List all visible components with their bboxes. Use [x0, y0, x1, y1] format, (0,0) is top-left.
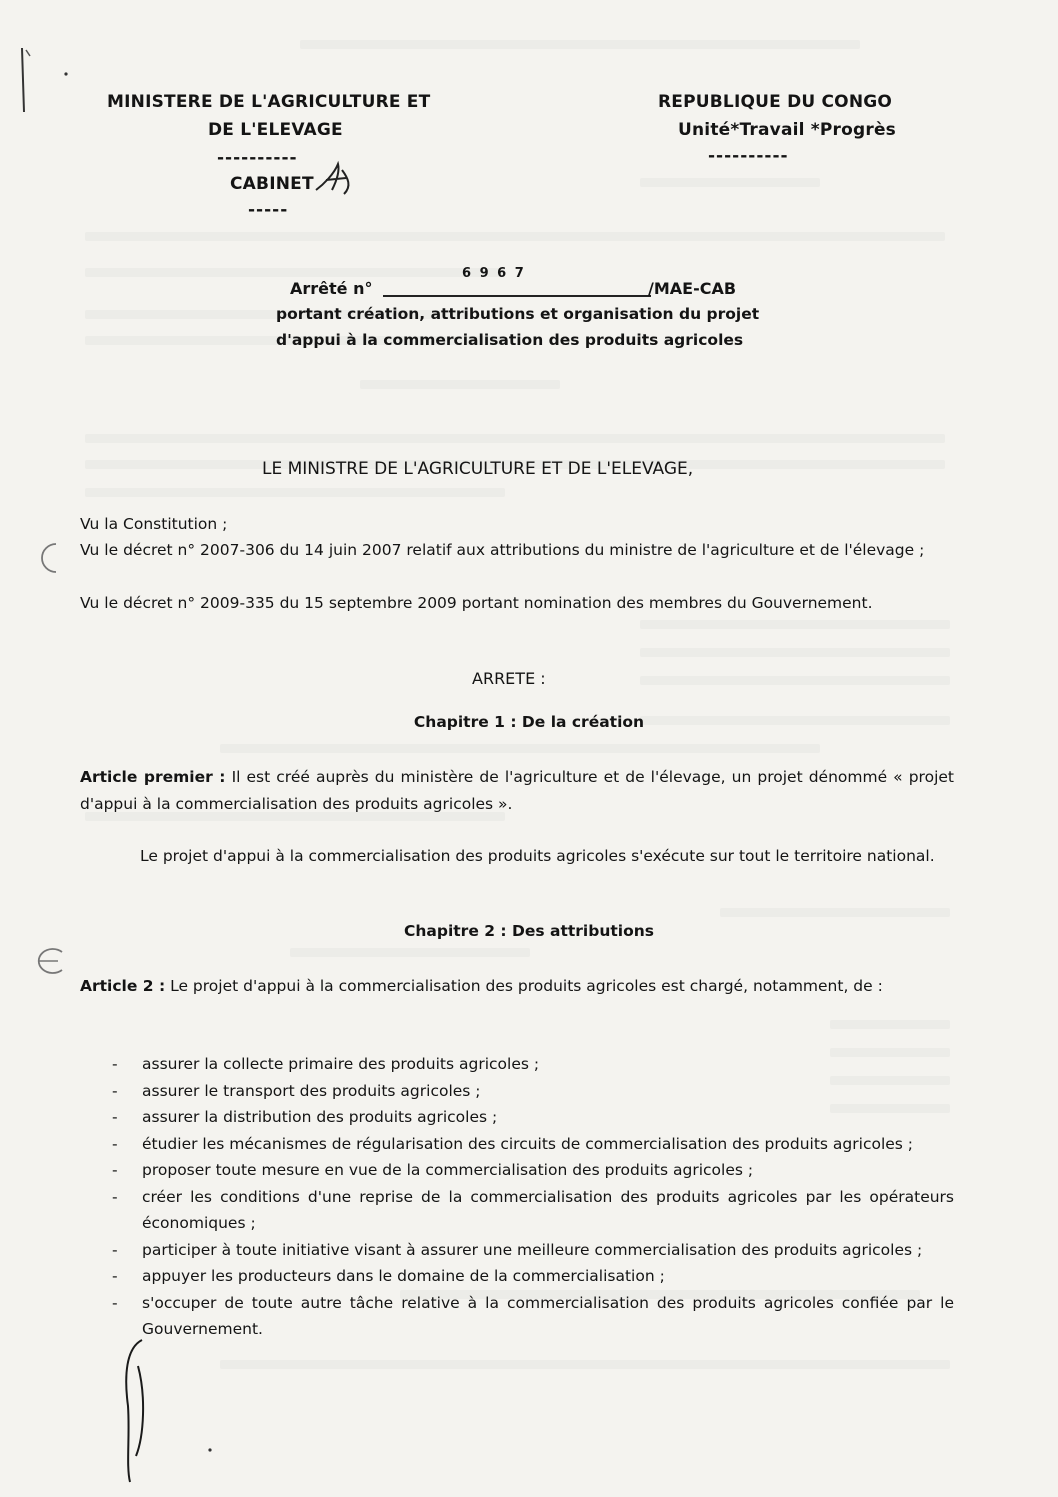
- ink-dot: [200, 1440, 220, 1460]
- list-item: [112, 1237, 954, 1264]
- arrete-heading: ARRETE :: [472, 669, 546, 688]
- list-item-text: s'occuper de toute autre tâche relative à la commercialisation des produits agricoles confiée par le Gouvernement.: [142, 1293, 954, 1338]
- punch-hole-mark-lower: [28, 944, 68, 978]
- list-item-text: proposer toute mesure en vue de la commercialisation des produits agricoles ;: [142, 1161, 754, 1179]
- article-2-text: Le projet d'appui à la commercialisation des produits agricoles est chargé, notamment, de :: [165, 977, 883, 995]
- minister-title: LE MINISTRE DE L'AGRICULTURE ET DE L'ELEVAGE,: [262, 459, 694, 479]
- national-motto: Unité*Travail *Progrès: [678, 120, 897, 140]
- attributions-list: [112, 1051, 954, 1343]
- chapter2-heading: Chapitre 2 : Des attributions: [403, 922, 654, 940]
- decree-subject-line1: portant création, attributions et organisation du projet: [276, 305, 760, 323]
- list-item: [112, 1078, 954, 1105]
- list-item-text: assurer la collecte primaire des produits agricoles ;: [142, 1055, 540, 1073]
- list-item: [112, 1104, 954, 1131]
- decree-subject-line2: d'appui à la commercialisation des produits agricoles: [276, 331, 744, 349]
- republic-name: REPUBLIQUE DU CONGO: [658, 92, 893, 112]
- arrete-prefix: Arrêté n°: [290, 279, 373, 298]
- article-2-label: Article 2 :: [80, 977, 166, 995]
- article-premier-label: Article premier :: [80, 768, 226, 786]
- arrete-suffix: /MAE-CAB: [648, 279, 737, 298]
- decree-number-line: [383, 295, 651, 297]
- article-premier-text: Il est créé auprès du ministère de l'agriculture et de l'élevage, un projet dénommé « projet d'appui à la commercialisation des produits agricoles ».: [80, 768, 954, 813]
- list-dash: -: [112, 1187, 118, 1206]
- list-dash: -: [112, 1134, 118, 1153]
- article-2: [80, 973, 954, 1000]
- list-dash: -: [112, 1161, 118, 1179]
- list-dash: -: [112, 1081, 118, 1100]
- punch-hole-mark-upper: [30, 540, 60, 576]
- vu-decree-2009: Vu le décret n° 2009-335 du 15 septembre 2009 portant nomination des membres du Gouvernement.: [80, 594, 873, 612]
- list-dash: -: [112, 1108, 118, 1126]
- cabinet-label: CABINET: [230, 174, 314, 194]
- list-item: [112, 1157, 954, 1184]
- handwritten-margin-mark: [116, 1336, 152, 1486]
- decree-number: 6 9 6 7: [462, 266, 526, 281]
- list-dash: -: [112, 1267, 118, 1285]
- cabinet-handwritten-initial: [312, 160, 358, 198]
- chapter1-heading: Chapitre 1 : De la création: [413, 713, 645, 731]
- list-item-text: participer à toute initiative visant à assurer une meilleure commercialisation des produits agricoles ;: [142, 1240, 923, 1259]
- list-item-text: assurer le transport des produits agricoles ;: [142, 1081, 481, 1100]
- list-item: [112, 1263, 954, 1290]
- ministry-name-line1: MINISTERE DE L'AGRICULTURE ET: [107, 92, 431, 112]
- list-dash: -: [112, 1055, 118, 1073]
- scan-mark-top-left: [14, 42, 74, 122]
- cabinet-rule: -----: [248, 200, 289, 220]
- article-premier: [80, 764, 954, 817]
- list-item: [112, 1184, 954, 1237]
- vu-constitution: Vu la Constitution ;: [80, 515, 228, 533]
- list-item: [112, 1290, 954, 1343]
- ministry-name-line2: DE L'ELEVAGE: [208, 120, 343, 140]
- ministry-rule: ----------: [217, 148, 298, 168]
- list-item: [112, 1131, 954, 1158]
- vu-decree-2007: Vu le décret n° 2007-306 du 14 juin 2007 relatif aux attributions du ministre de l'agriculture et de l'élevage ;: [80, 541, 925, 559]
- list-item-text: créer les conditions d'une reprise de la commercialisation des produits agricoles par les opérateurs économiques ;: [142, 1187, 954, 1232]
- list-dash: -: [112, 1240, 118, 1259]
- territory-paragraph: Le projet d'appui à la commercialisation des produits agricoles s'exécute sur tout le territoire national.: [140, 847, 935, 865]
- list-item-text: étudier les mécanismes de régularisation des circuits de commercialisation des produits agricoles ;: [142, 1134, 914, 1153]
- list-item: [112, 1051, 954, 1078]
- list-item-text: assurer la distribution des produits agricoles ;: [142, 1108, 498, 1126]
- list-item-text: appuyer les producteurs dans le domaine de la commercialisation ;: [142, 1267, 665, 1285]
- list-dash: -: [112, 1293, 118, 1312]
- republic-rule: ----------: [708, 146, 789, 166]
